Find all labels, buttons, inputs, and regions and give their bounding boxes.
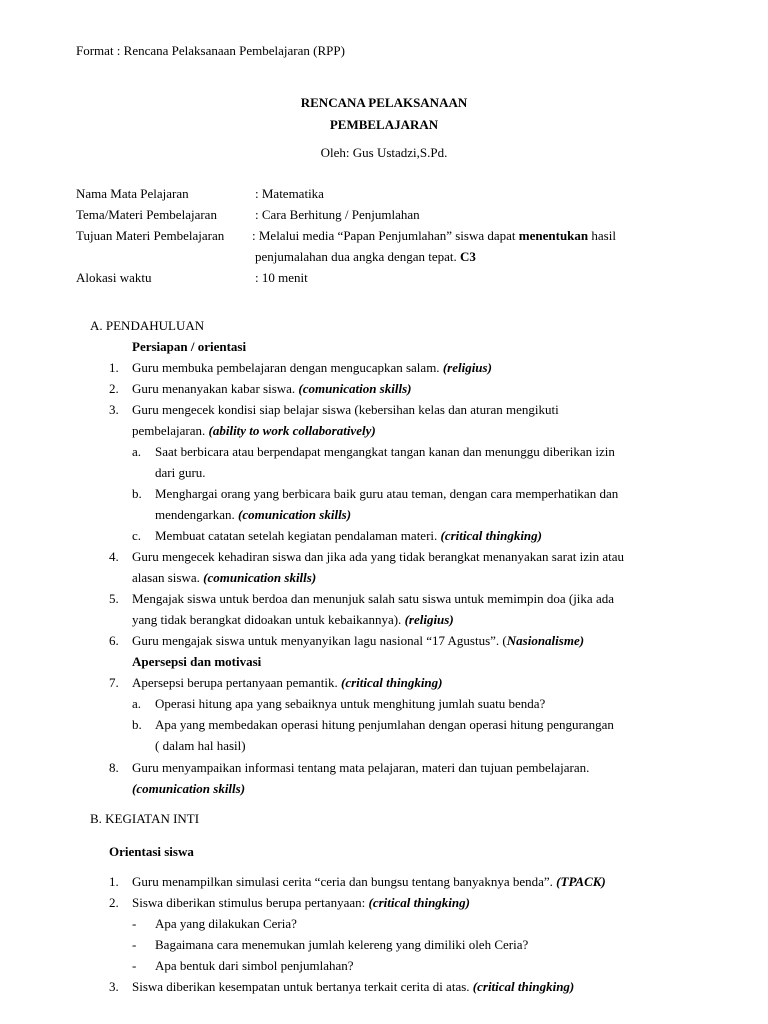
- sub-item: [155, 525, 542, 546]
- sub-item-marker: a.: [132, 696, 142, 711]
- list-item: [132, 378, 411, 399]
- list-item: Guru menyampaikan informasi tentang mata pelajaran, materi dan tujuan pembelajaran.: [132, 760, 590, 775]
- waktu-value: : 10 menit: [255, 270, 308, 285]
- tujuan-value-text: : Melalui media “Papan Penjumlahan” siswa dapat: [252, 228, 519, 243]
- skill-tag: (comunication skills): [298, 381, 412, 396]
- orientasi-heading: Orientasi siswa: [109, 844, 194, 859]
- item-number: 3.: [109, 402, 119, 417]
- tujuan-value-end: hasil: [588, 228, 616, 243]
- sub-item-cont: ( dalam hal hasil): [155, 738, 246, 753]
- sub-item: Apa bentuk dari simbol penjumlahan?: [155, 958, 354, 973]
- list-item: Guru mengecek kehadiran siswa dan jika ada yang tidak berangkat menanyakan sarat izin atau: [132, 549, 624, 564]
- tujuan-label: Tujuan Materi Pembelajaran: [76, 228, 225, 243]
- sub-item: Operasi hitung apa yang sebaiknya untuk menghitung jumlah suatu benda?: [155, 696, 546, 711]
- item-text: Membuat catatan setelah kegiatan pendalaman materi.: [155, 528, 441, 543]
- item-number: 7.: [109, 675, 119, 690]
- sub-item: Apa yang membedakan operasi hitung penjumlahan dengan operasi hitung pengurangan: [155, 717, 614, 732]
- list-item: [132, 976, 574, 997]
- skill-tag: (religius): [404, 612, 454, 627]
- skill-tag: Nasionalisme): [506, 633, 585, 648]
- waktu-label: Alokasi waktu: [76, 270, 152, 285]
- item-text: yang tidak berangkat didoakan untuk kebaikannya).: [132, 612, 405, 627]
- tujuan-value-cont: [255, 246, 476, 267]
- author-line: Oleh: Gus Ustadzi,S.Pd.: [320, 145, 448, 160]
- list-item-cont: [132, 567, 316, 588]
- item-text: Guru menanyakan kabar siswa.: [132, 381, 299, 396]
- item-text: alasan siswa.: [132, 570, 204, 585]
- item-text: Guru membuka pembelajaran dengan mengucapkan salam.: [132, 360, 443, 375]
- item-number: 2.: [109, 895, 119, 910]
- item-number: 2.: [109, 381, 119, 396]
- persiapan-heading: Persiapan / orientasi: [132, 339, 247, 354]
- format-line: Format : Rencana Pelaksanaan Pembelajaran (RPP): [76, 43, 345, 58]
- item-text: Guru menampilkan simulasi cerita “ceria dan bungsu tentang banyaknya benda”.: [132, 874, 557, 889]
- sub-item: Menghargai orang yang berbicara baik guru atau teman, dengan cara memperhatikan dan: [155, 486, 619, 501]
- item-text: Siswa diberikan kesempatan untuk bertanya terkait cerita di atas.: [132, 979, 473, 994]
- skill-tag: (critical thingking): [341, 675, 443, 690]
- dash-marker: -: [132, 958, 137, 973]
- item-number: 1.: [109, 360, 119, 375]
- item-number: 1.: [109, 874, 119, 889]
- tujuan-keyword: menentukan: [518, 228, 589, 243]
- item-text: Siswa diberikan stimulus berupa pertanyaan:: [132, 895, 369, 910]
- item-number: 5.: [109, 591, 119, 606]
- sub-item-marker: c.: [132, 528, 142, 543]
- list-item: [132, 871, 606, 892]
- list-item: [132, 630, 584, 651]
- sub-item: Bagaimana cara menemukan jumlah kelereng yang dimiliki oleh Ceria?: [155, 937, 529, 952]
- skill-tag: (critical thingking): [472, 979, 575, 994]
- list-item: [132, 672, 443, 693]
- item-text: pembelajaran.: [132, 423, 209, 438]
- list-item-cont: [132, 420, 376, 441]
- document-title-line1: RENCANA PELAKSANAAN: [300, 95, 468, 110]
- item-text: mendengarkan.: [155, 507, 239, 522]
- document-title-line2: PEMBELAJARAN: [329, 117, 439, 132]
- section-b-heading: B. KEGIATAN INTI: [90, 811, 200, 826]
- list-item: Mengajak siswa untuk berdoa dan menunjuk salah satu siswa untuk memimpin doa (jika ada: [132, 591, 614, 606]
- list-item: [132, 892, 470, 913]
- dash-marker: -: [132, 916, 137, 931]
- tujuan-code: C3: [460, 249, 476, 264]
- item-text: Guru mengajak siswa untuk menyanyikan lagu nasional “17 Agustus”. (: [132, 633, 507, 648]
- item-number: 3.: [109, 979, 119, 994]
- mapel-value: : Matematika: [255, 186, 324, 201]
- skill-tag: (comunication skills): [132, 781, 246, 796]
- skill-tag: (critical thingking): [368, 895, 470, 910]
- apersepsi-heading: Apersepsi dan motivasi: [132, 654, 262, 669]
- skill-tag: (religius): [442, 360, 492, 375]
- item-number: 8.: [109, 760, 119, 775]
- skill-tag: (comunication skills): [203, 570, 317, 585]
- sub-item-marker: b.: [132, 486, 142, 501]
- mapel-label: Nama Mata Pelajaran: [76, 186, 189, 201]
- item-number: 4.: [109, 549, 119, 564]
- skill-tag: (comunication skills): [238, 507, 352, 522]
- tema-value: : Cara Berhitung / Penjumlahan: [255, 207, 420, 222]
- list-item: Guru mengecek kondisi siap belajar siswa (kebersihan kelas dan aturan mengikuti: [132, 402, 559, 417]
- item-number: 6.: [109, 633, 119, 648]
- skill-tag: (ability to work collaboratively): [208, 423, 376, 438]
- sub-item-cont: [155, 504, 351, 525]
- tema-label: Tema/Materi Pembelajaran: [76, 207, 217, 222]
- sub-item: Saat berbicara atau berpendapat mengangkat tangan kanan dan menunggu diberikan izin: [155, 444, 615, 459]
- section-a-heading: A. PENDAHULUAN: [90, 318, 205, 333]
- tujuan-value: [252, 225, 616, 246]
- item-text: Apersepsi berupa pertanyaan pemantik.: [132, 675, 342, 690]
- sub-item-marker: b.: [132, 717, 142, 732]
- skill-tag: (TPACK): [556, 874, 606, 889]
- tujuan-value-cont-text: penjumalahan dua angka dengan tepat.: [255, 249, 461, 264]
- skill-tag: (critical thingking): [440, 528, 542, 543]
- dash-marker: -: [132, 937, 137, 952]
- list-item-cont: [132, 609, 454, 630]
- sub-item-cont: dari guru.: [155, 465, 206, 480]
- sub-item-marker: a.: [132, 444, 142, 459]
- list-item: [132, 357, 492, 378]
- sub-item: Apa yang dilakukan Ceria?: [155, 916, 297, 931]
